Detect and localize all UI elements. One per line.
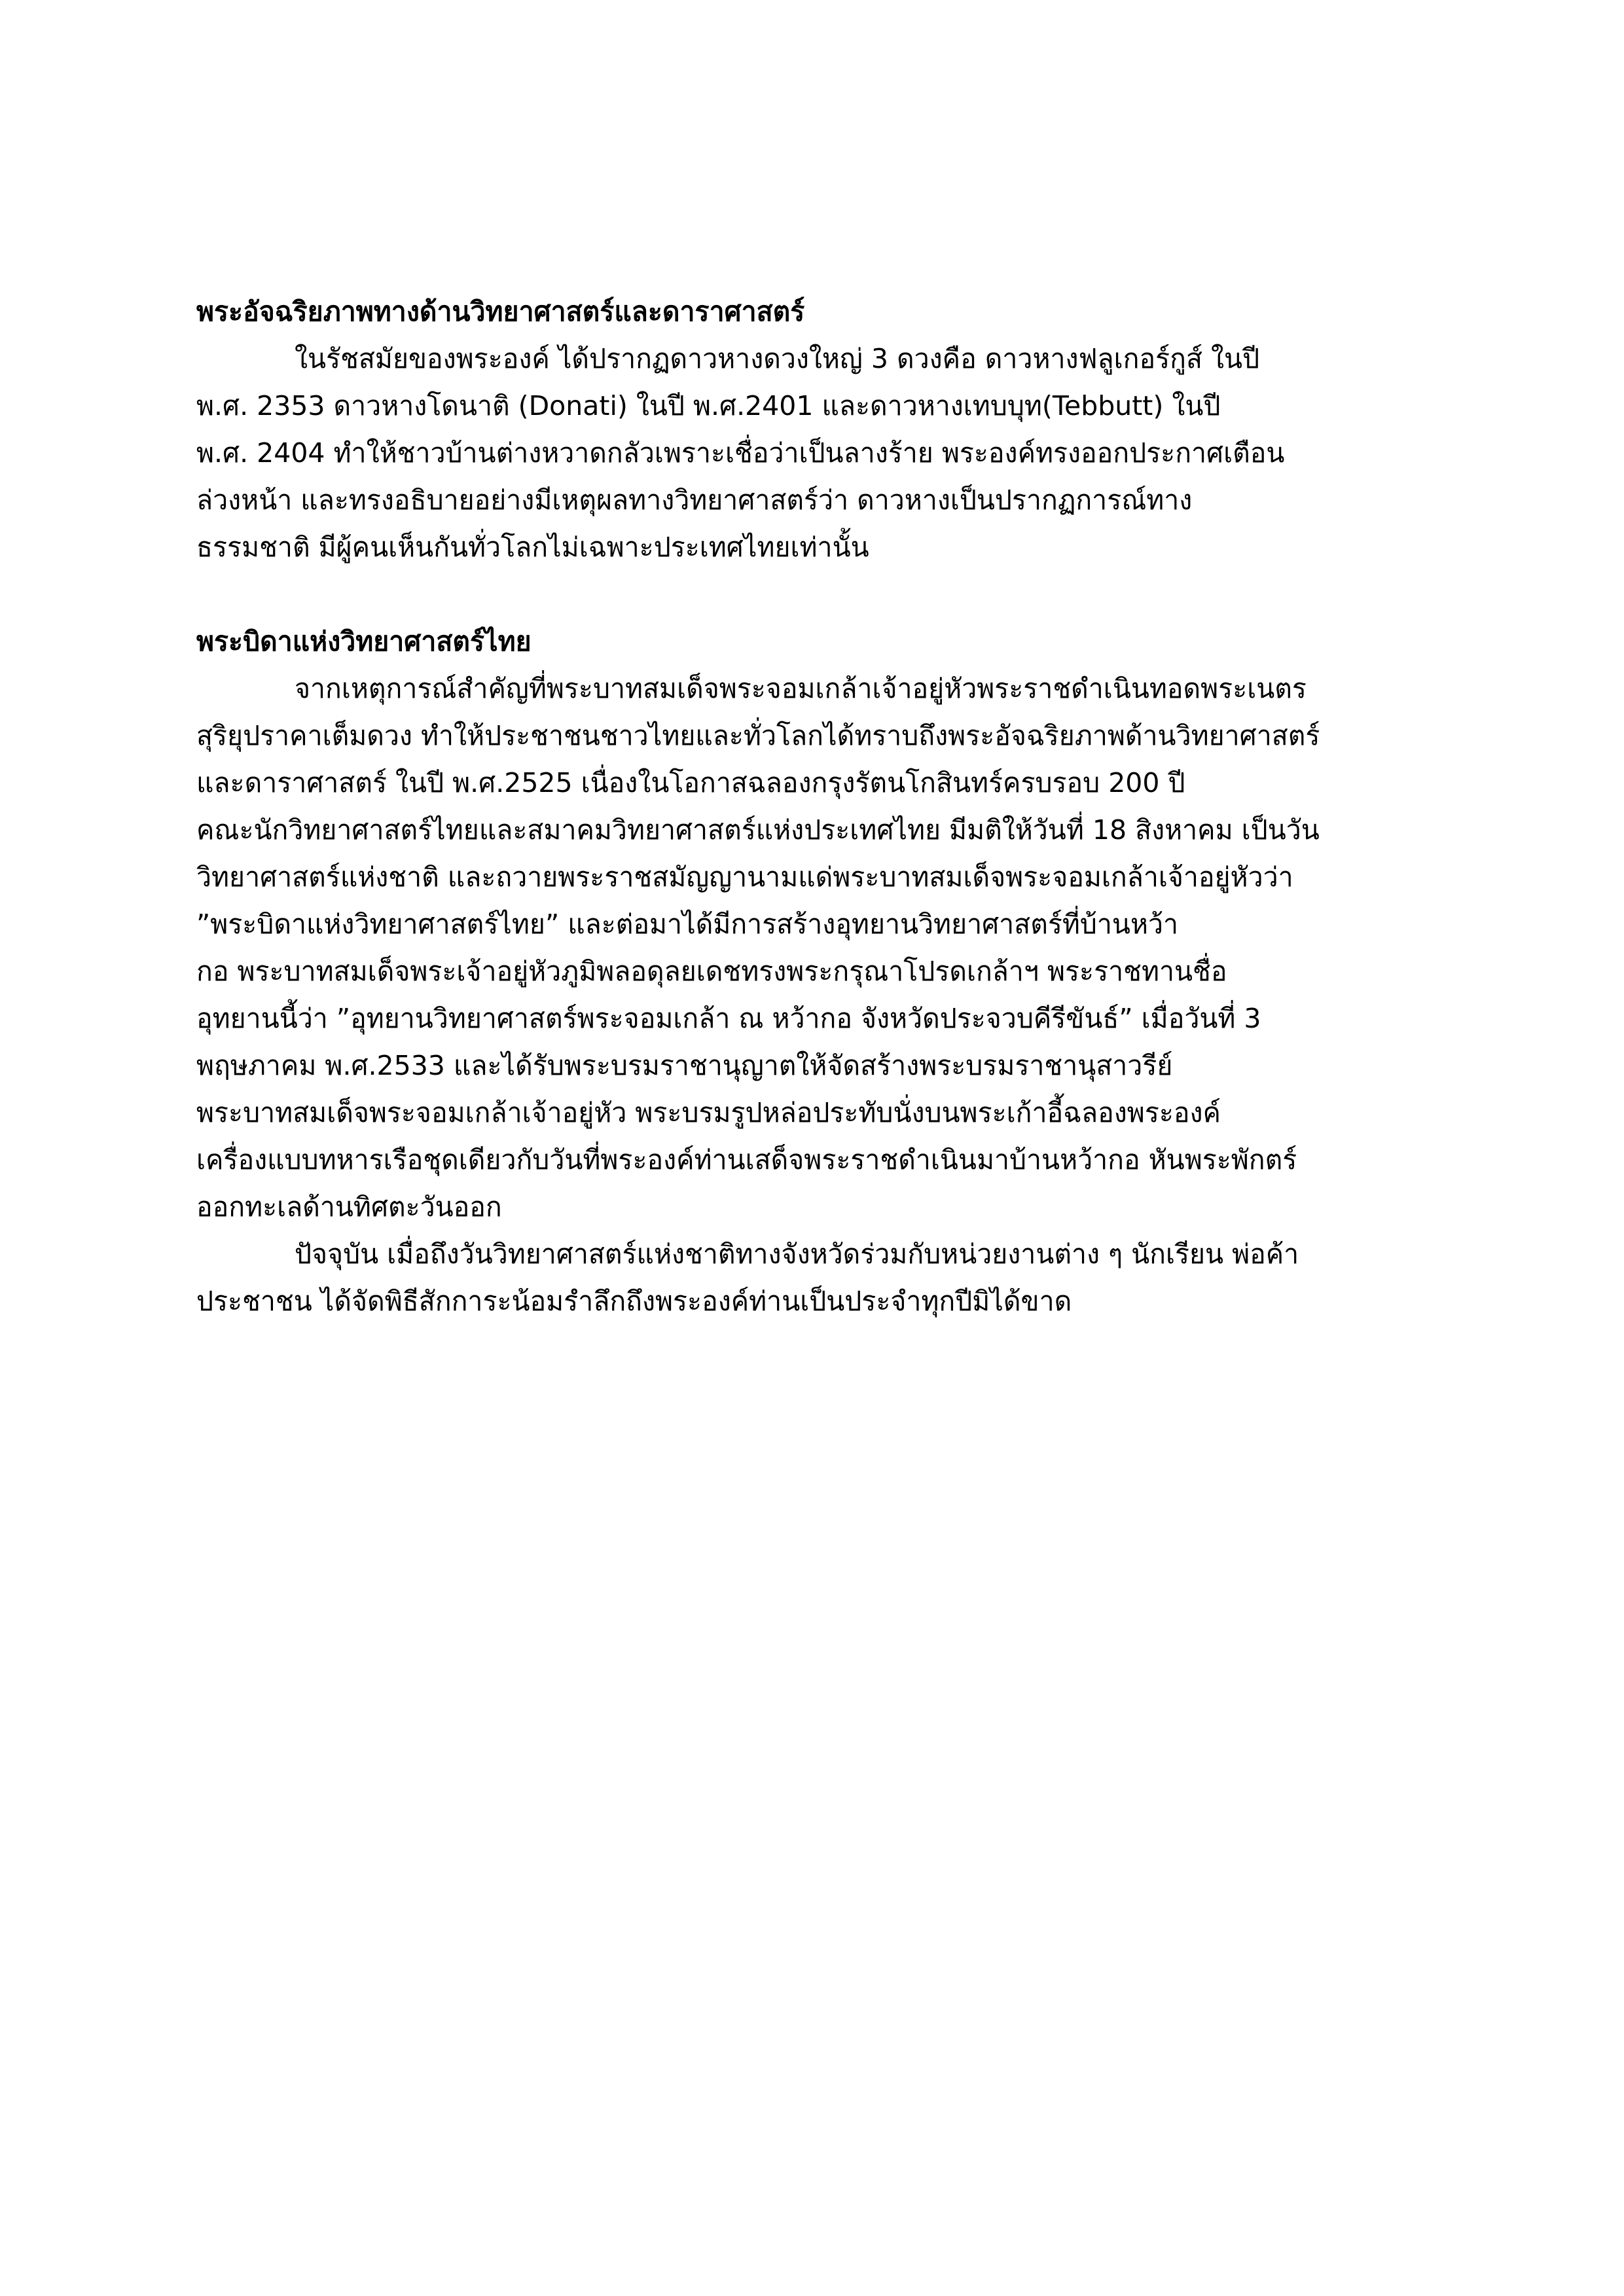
- section-heading-father-of-science: พระบิดาแห่งวิทยาศาสตร์ไทย: [196, 626, 532, 657]
- paragraph-line: ล่วงหน้า และทรงอธิบายอย่างมีเหตุผลทางวิทยาศาสตร์ว่า ดาวหางเป็นปรากฏการณ์ทาง: [196, 484, 1193, 516]
- paragraph-line: อุทยานนี้ว่า ”อุทยานวิทยาศาสตร์พระจอมเกล้า ณ หว้ากอ จังหวัดประจวบคีรีขันธ์” เมื่อวันที่ 3: [196, 1003, 1261, 1034]
- paragraph-line: พ.ศ. 2353 ดาวหางโดนาติ (Donati) ในปี พ.ศ.2401 และดาวหางเทบบุท(Tebbutt) ในปี: [196, 390, 1221, 422]
- paragraph-line: สุริยุปราคาเต็มดวง ทำให้ประชาชนชาวไทยและทั่วโลกได้ทราบถึงพระอัจฉริยภาพด้านวิทยาศาสตร์: [196, 720, 1320, 751]
- section-heading-astronomy: พระอัจฉริยภาพทางด้านวิทยาศาสตร์และดาราศาสตร์: [196, 296, 805, 327]
- paragraph-line: ออกทะเลด้านทิศตะวันออก: [196, 1191, 502, 1223]
- paragraph-line: และดาราศาสตร์ ในปี พ.ศ.2525 เนื่องในโอกาสฉลองกรุงรัตนโกสินทร์ครบรอบ 200 ปี: [196, 767, 1185, 798]
- document-body: [196, 288, 1440, 1325]
- section-spacer: [196, 571, 1440, 618]
- paragraph-line: พฤษภาคม พ.ศ.2533 และได้รับพระบรมราชานุญาตให้จัดสร้างพระบรมราชานุสาวรีย์: [196, 1050, 1173, 1081]
- paragraph-line: ธรรมชาติ มีผู้คนเห็นกันทั่วโลกไม่เฉพาะประเทศไทยเท่านั้น: [196, 531, 869, 563]
- paragraph-line: พ.ศ. 2404 ทำให้ชาวบ้านต่างหวาดกลัวเพราะเชื่อว่าเป็นลางร้าย พระองค์ทรงออกประกาศเตือน: [196, 437, 1285, 469]
- paragraph-line: คณะนักวิทยาศาสตร์ไทยและสมาคมวิทยาศาสตร์แห่งประเทศไทย มีมติให้วันที่ 18 สิงหาคม เป็นวัน: [196, 814, 1320, 846]
- paragraph-line: วิทยาศาสตร์แห่งชาติ และถวายพระราชสมัญญานามแด่พระบาทสมเด็จพระจอมเกล้าเจ้าอยู่หัวว่า: [196, 861, 1293, 893]
- paragraph-line: กอ พระบาทสมเด็จพระเจ้าอยู่หัวภูมิพลอดุลยเดชทรงพระกรุณาโปรดเกล้าฯ พระราชทานชื่อ: [196, 956, 1227, 987]
- paragraph-line: ประชาชน ได้จัดพิธีสักการะน้อมรำลึกถึงพระองค์ท่านเป็นประจำทุกปีมิได้ขาด: [196, 1285, 1072, 1317]
- paragraph-line: จากเหตุการณ์สำคัญที่พระบาทสมเด็จพระจอมเกล้าเจ้าอยู่หัวพระราชดำเนินทอดพระเนตร: [295, 673, 1307, 704]
- paragraph-line: พระบาทสมเด็จพระจอมเกล้าเจ้าอยู่หัว พระบรมรูปหล่อประทับนั่งบนพระเก้าอี้ฉลองพระองค์: [196, 1097, 1221, 1128]
- paragraph-line: ”พระบิดาแห่งวิทยาศาสตร์ไทย” และต่อมาได้มีการสร้างอุทยานวิทยาศาสตร์ที่บ้านหว้า: [196, 908, 1179, 940]
- paragraph-line: เครื่องแบบทหารเรือชุดเดียวกับวันที่พระองค์ท่านเสด็จพระราชดำเนินมาบ้านหว้ากอ หันพระพักตร์: [196, 1144, 1297, 1175]
- paragraph-line: ในรัชสมัยของพระองค์ ได้ปรากฏดาวหางดวงใหญ่ 3 ดวงคือ ดาวหางฟลูเกอร์กูส์ ในปี: [295, 343, 1260, 374]
- paragraph-line: ปัจจุบัน เมื่อถึงวันวิทยาศาสตร์แห่งชาติทางจังหวัดร่วมกับหน่วยงานต่าง ๆ นักเรียน พ่อค้า: [295, 1238, 1299, 1270]
